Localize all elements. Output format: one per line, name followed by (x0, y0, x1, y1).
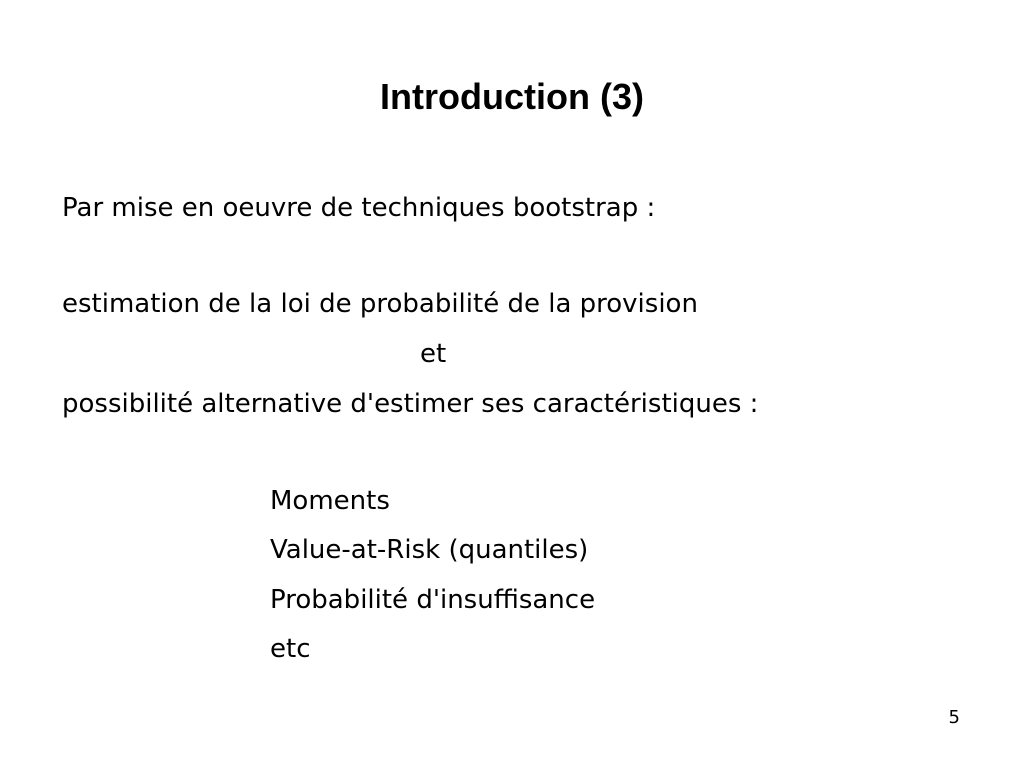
page-number: 5 (948, 707, 960, 728)
estimation-text: estimation de la loi de probabilité de la provision (62, 289, 698, 319)
conjunction-text: et (420, 339, 447, 369)
characteristic-item: etc (270, 634, 311, 664)
characteristic-item: Probabilité d'insuffisance (270, 585, 596, 615)
alternative-text: possibilité alternative d'estimer ses caractéristiques : (62, 389, 759, 419)
intro-text: Par mise en oeuvre de techniques bootstrap : (62, 193, 656, 223)
characteristic-item: Value-at-Risk (quantiles) (270, 535, 589, 565)
characteristic-item: Moments (270, 486, 390, 516)
slide-title: Introduction (3) (380, 76, 644, 117)
